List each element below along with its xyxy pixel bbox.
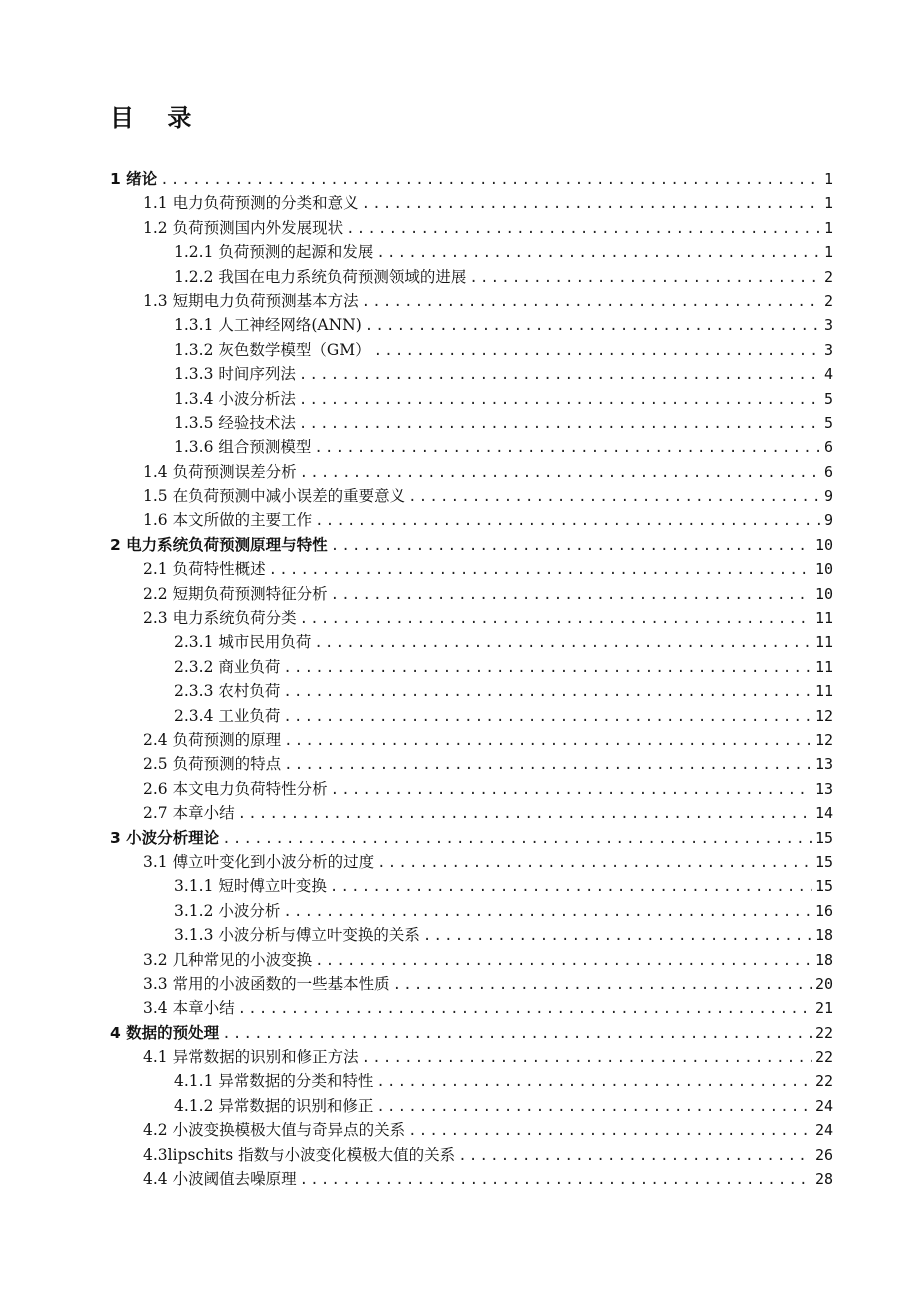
toc-entry[interactable] — [0, 948, 920, 972]
toc-entry-label: 3.4 本章小结 — [143, 999, 235, 1018]
toc-entry[interactable] — [0, 411, 920, 435]
toc-entry-label: 1.2.2 我国在电力系统负荷预测领域的进展 — [174, 267, 467, 286]
toc-entry[interactable] — [0, 289, 920, 313]
toc-entry[interactable] — [0, 874, 920, 898]
dot-leader — [423, 924, 812, 948]
toc-entry-label: 2.2 短期负荷预测特征分析 — [143, 584, 328, 603]
toc-entry-page-number: 13 — [814, 779, 833, 798]
dot-leader — [362, 192, 821, 216]
toc-entry-page-number: 15 — [814, 828, 833, 847]
toc-entry[interactable] — [0, 826, 920, 850]
toc-entry[interactable] — [0, 167, 920, 191]
toc-entry-page-number: 24 — [814, 1121, 833, 1140]
toc-entry-label: 4.3lipschits 指数与小波变化模极大值的关系 — [143, 1145, 456, 1164]
toc-entry-label: 1.3.6 组合预测模型 — [174, 438, 312, 457]
toc-entry-page-number: 14 — [814, 804, 833, 823]
dot-leader — [393, 973, 812, 997]
toc-entry-label: 2.6 本文电力负荷特性分析 — [143, 779, 328, 798]
dot-leader — [283, 656, 812, 680]
toc-entry[interactable] — [0, 923, 920, 947]
toc-entry-page-number: 2 — [823, 291, 833, 310]
toc-entry-label: 4.4 小波阈值去噪原理 — [143, 1170, 297, 1189]
toc-entry-page-number: 20 — [814, 974, 833, 993]
toc-entry-page-number: 24 — [814, 1096, 833, 1115]
toc-entry-page-number: 1 — [823, 243, 833, 262]
toc-entry[interactable] — [0, 435, 920, 459]
toc-entry-page-number: 21 — [814, 999, 833, 1018]
dot-leader — [238, 802, 812, 826]
toc-entry[interactable] — [0, 850, 920, 874]
dot-leader — [222, 1022, 812, 1046]
toc-entry-label: 1.5 在负荷预测中减小误差的重要意义 — [143, 487, 406, 506]
toc-entry-label: 1.6 本文所做的主要工作 — [143, 511, 313, 530]
dot-leader — [377, 851, 812, 875]
toc-entry-page-number: 18 — [814, 950, 833, 969]
dot-leader — [331, 778, 812, 802]
dot-leader — [408, 1119, 812, 1143]
toc-entry[interactable] — [0, 338, 920, 362]
toc-entry[interactable] — [0, 752, 920, 776]
toc-entry-label: 4.2 小波变换模极大值与奇异点的关系 — [143, 1121, 406, 1140]
toc-entry[interactable] — [0, 460, 920, 484]
toc-entry[interactable] — [0, 533, 920, 557]
toc-entry[interactable] — [0, 728, 920, 752]
dot-leader — [284, 753, 812, 777]
toc-entry[interactable] — [0, 899, 920, 923]
toc-entry[interactable] — [0, 1118, 920, 1142]
toc-entry-label: 1.2 负荷预测国内外发展现状 — [143, 218, 344, 237]
toc-entry[interactable] — [0, 191, 920, 215]
dot-leader — [300, 461, 821, 485]
toc-entry-page-number: 22 — [814, 1023, 833, 1042]
toc-entry-page-number: 1 — [823, 218, 833, 237]
toc-entry-page-number: 10 — [814, 560, 833, 579]
table-of-contents — [0, 167, 920, 1191]
toc-entry-page-number: 6 — [823, 438, 833, 457]
toc-entry[interactable] — [0, 216, 920, 240]
toc-entry[interactable] — [0, 679, 920, 703]
toc-title: 目 录 — [110, 104, 192, 132]
toc-entry[interactable] — [0, 1069, 920, 1093]
toc-entry[interactable] — [0, 1045, 920, 1069]
toc-entry[interactable] — [0, 1021, 920, 1045]
dot-leader — [284, 729, 812, 753]
dot-leader — [376, 1070, 812, 1094]
toc-entry-page-number: 22 — [814, 1048, 833, 1067]
dot-leader — [283, 900, 812, 924]
toc-entry-label: 2.3.4 工业负荷 — [174, 706, 281, 725]
toc-entry[interactable] — [0, 582, 920, 606]
toc-entry-label: 3.2 几种常见的小波变换 — [143, 950, 313, 969]
toc-entry-label: 1.3.2 灰色数学模型（GM） — [174, 340, 371, 359]
dot-leader — [300, 1168, 812, 1192]
toc-entry-page-number: 3 — [823, 316, 833, 335]
toc-entry-page-number: 6 — [823, 462, 833, 481]
dot-leader — [365, 314, 821, 338]
toc-entry-page-number: 11 — [814, 633, 833, 652]
toc-entry-page-number: 13 — [814, 755, 833, 774]
toc-entry-page-number: 18 — [814, 926, 833, 945]
toc-entry-label: 3.1.3 小波分析与傅立叶变换的关系 — [174, 926, 420, 945]
toc-entry-label: 1.3.4 小波分析法 — [174, 389, 296, 408]
toc-entry[interactable] — [0, 704, 920, 728]
toc-entry[interactable] — [0, 362, 920, 386]
toc-entry-page-number: 15 — [814, 877, 833, 896]
dot-leader — [222, 827, 812, 851]
toc-entry-page-number: 11 — [814, 657, 833, 676]
toc-entry-label: 3.3 常用的小波函数的一些基本性质 — [143, 974, 390, 993]
toc-entry-label: 4.1.2 异常数据的识别和修正 — [174, 1096, 374, 1115]
dot-leader — [362, 1046, 812, 1070]
toc-entry[interactable] — [0, 313, 920, 337]
toc-entry-page-number: 5 — [823, 389, 833, 408]
toc-entry-page-number: 5 — [823, 413, 833, 432]
toc-entry-page-number: 10 — [814, 584, 833, 603]
toc-entry[interactable] — [0, 1143, 920, 1167]
toc-entry-label: 4.1.1 异常数据的分类和特性 — [174, 1072, 374, 1091]
toc-entry-label: 3.1 傅立叶变化到小波分析的过度 — [143, 852, 375, 871]
toc-entry-page-number: 1 — [823, 194, 833, 213]
toc-entry-label: 2.3.2 商业负荷 — [174, 657, 281, 676]
toc-entry-page-number: 10 — [814, 535, 833, 554]
dot-leader — [408, 485, 821, 509]
dot-leader — [300, 607, 812, 631]
dot-leader — [469, 266, 821, 290]
toc-entry-page-number: 16 — [814, 901, 833, 920]
toc-entry[interactable] — [0, 801, 920, 825]
toc-entry-label: 1.3.3 时间序列法 — [174, 365, 296, 384]
toc-entry-page-number: 12 — [814, 730, 833, 749]
toc-entry-label: 1.3.1 人工神经网络(ANN) — [174, 316, 362, 335]
toc-entry-page-number: 12 — [814, 706, 833, 725]
toc-entry-label: 1.2.1 负荷预测的起源和发展 — [174, 243, 374, 262]
dot-leader — [331, 534, 812, 558]
dot-leader — [315, 509, 821, 533]
toc-entry[interactable] — [0, 630, 920, 654]
toc-entry[interactable] — [0, 240, 920, 264]
toc-entry-label: 4.1 异常数据的识别和修正方法 — [143, 1048, 359, 1067]
toc-entry[interactable] — [0, 972, 920, 996]
toc-entry-label: 3 小波分析理论 — [110, 828, 220, 847]
toc-entry-label: 2.3 电力系统负荷分类 — [143, 609, 297, 628]
toc-entry-page-number: 22 — [814, 1072, 833, 1091]
toc-entry-page-number: 2 — [823, 267, 833, 286]
toc-entry[interactable] — [0, 1094, 920, 1118]
dot-leader — [283, 705, 812, 729]
toc-entry[interactable] — [0, 265, 920, 289]
dot-leader — [346, 217, 821, 241]
toc-entry-page-number: 1 — [823, 170, 833, 188]
toc-entry-label: 3.1.1 短时傅立叶变换 — [174, 877, 327, 896]
toc-entry-label: 2 电力系统负荷预测原理与特性 — [110, 535, 328, 554]
toc-entry-label: 1 绪论 — [110, 170, 158, 188]
dot-leader — [331, 583, 812, 607]
dot-leader — [458, 1144, 812, 1168]
toc-entry[interactable] — [0, 484, 920, 508]
toc-entry[interactable] — [0, 557, 920, 581]
toc-entry-label: 2.1 负荷特性概述 — [143, 560, 266, 579]
toc-entry-page-number: 4 — [823, 365, 833, 384]
dot-leader — [299, 363, 821, 387]
toc-entry-label: 3.1.2 小波分析 — [174, 901, 281, 920]
dot-leader — [314, 631, 812, 655]
toc-entry-label: 1.4 负荷预测误差分析 — [143, 462, 297, 481]
toc-entry-page-number: 3 — [823, 340, 833, 359]
toc-entry-label: 2.4 负荷预测的原理 — [143, 730, 282, 749]
toc-entry[interactable] — [0, 777, 920, 801]
dot-leader — [269, 558, 812, 582]
toc-entry-page-number: 11 — [814, 609, 833, 628]
toc-entry[interactable] — [0, 387, 920, 411]
dot-leader — [299, 388, 821, 412]
dot-leader — [283, 680, 812, 704]
toc-entry-page-number: 15 — [814, 852, 833, 871]
toc-entry[interactable] — [0, 996, 920, 1020]
toc-entry-label: 2.3.1 城市民用负荷 — [174, 633, 312, 652]
toc-entry-page-number: 26 — [814, 1145, 833, 1164]
dot-leader — [315, 949, 812, 973]
toc-entry[interactable] — [0, 1167, 920, 1191]
dot-leader — [238, 997, 812, 1021]
toc-entry-page-number: 9 — [823, 511, 833, 530]
toc-entry-label: 2.7 本章小结 — [143, 804, 235, 823]
toc-entry[interactable] — [0, 655, 920, 679]
dot-leader — [362, 290, 821, 314]
toc-entry-label: 2.5 负荷预测的特点 — [143, 755, 282, 774]
dot-leader — [299, 412, 821, 436]
toc-entry-page-number: 11 — [814, 682, 833, 701]
toc-entry-label: 1.3 短期电力负荷预测基本方法 — [143, 291, 359, 310]
toc-entry[interactable] — [0, 606, 920, 630]
toc-entry-page-number: 28 — [814, 1170, 833, 1189]
toc-entry[interactable] — [0, 508, 920, 532]
toc-entry-page-number: 9 — [823, 487, 833, 506]
dot-leader — [376, 241, 821, 265]
toc-entry-label: 1.1 电力负荷预测的分类和意义 — [143, 194, 359, 213]
dot-leader — [376, 1095, 812, 1119]
dot-leader — [160, 168, 821, 192]
dot-leader — [330, 875, 812, 899]
dot-leader — [374, 339, 821, 363]
toc-entry-label: 2.3.3 农村负荷 — [174, 682, 281, 701]
toc-entry-label: 4 数据的预处理 — [110, 1023, 220, 1042]
toc-entry-label: 1.3.5 经验技术法 — [174, 413, 296, 432]
dot-leader — [314, 436, 821, 460]
